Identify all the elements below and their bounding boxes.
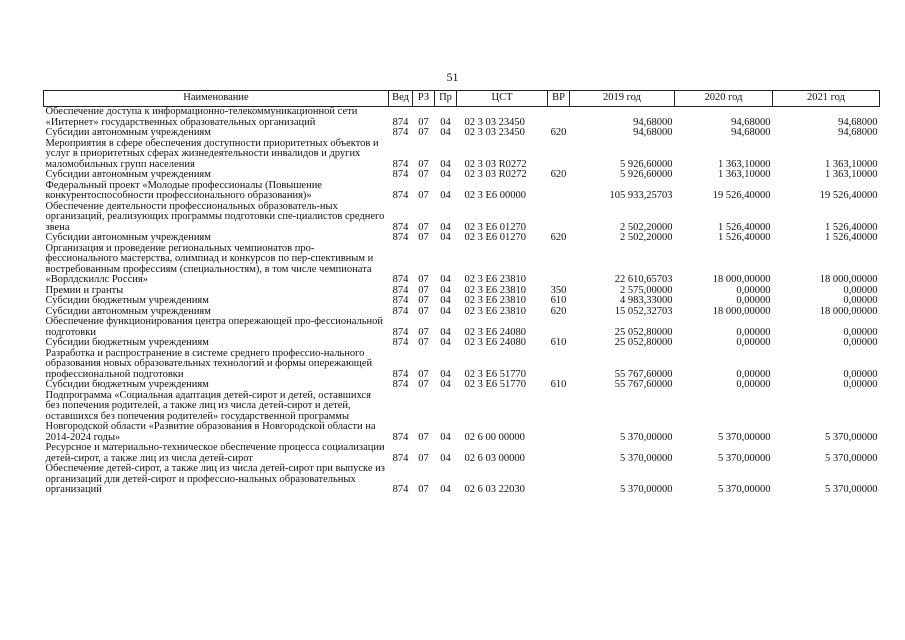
row-2019-amount: 5 370,00000 <box>620 484 673 495</box>
row-cst: 02 3 E6 23810 <box>464 284 527 296</box>
row-name: Организация и проведение региональных чемпионатов про-фессионального мастерства, олимпиад и конкурсов по пер-спективным и востребованным профессиям (специальностям), в том числе чемпионата «Ворлдскиллс Россия» <box>45 242 374 285</box>
row-pr: 04 <box>440 221 451 233</box>
row-name: Обеспечение детей-сирот, а также лиц из числа детей-сирот при выпуске из организаций для детей-сирот и профессио-нальных образовательных организаций <box>45 463 385 495</box>
row-pr: 04 <box>440 305 451 317</box>
row-rz: 07 <box>418 305 429 317</box>
row-rz: 07 <box>418 190 429 201</box>
row-2019-amount: 25 052,80000 <box>614 337 673 348</box>
row-2019-amount: 94,68000 <box>633 127 673 138</box>
row-2021-amount: 0,00000 <box>843 295 878 306</box>
row-2021-amount: 5 370,00000 <box>825 484 878 495</box>
row-ved: 874 <box>392 190 409 201</box>
row-rz: 07 <box>418 452 429 464</box>
row-rz: 07 <box>418 431 429 443</box>
row-rz: 07 <box>418 169 429 180</box>
row-name: Субсидии автономным учреждениям <box>45 127 211 138</box>
row-2019-amount: 5 926,60000 <box>620 158 673 170</box>
row-cst: 02 3 E6 01270 <box>464 232 527 243</box>
header-2021: 2021 год <box>773 91 880 107</box>
table-row <box>44 443 880 464</box>
row-2020-amount: 94,68000 <box>731 127 771 138</box>
header-pr: Пр <box>435 91 457 107</box>
row-2019-amount: 5 370,00000 <box>620 452 673 464</box>
row-ved: 874 <box>392 169 409 180</box>
row-name: Субсидии бюджетным учреждениям <box>45 337 209 348</box>
header-name: Наименование <box>44 91 389 107</box>
row-vr: 610 <box>550 379 567 390</box>
row-2019-amount: 5 926,60000 <box>620 169 673 180</box>
row-pr: 04 <box>440 431 451 443</box>
row-ved: 874 <box>392 284 409 296</box>
row-2021-amount: 1 363,10000 <box>825 169 878 180</box>
row-vr: 620 <box>550 305 567 317</box>
row-2019-amount: 94,68000 <box>633 116 673 128</box>
row-cst: 02 3 03 R0272 <box>464 169 527 180</box>
row-ved: 874 <box>392 379 409 390</box>
row-ved: 874 <box>392 274 409 285</box>
table-row <box>44 107 880 129</box>
table-row <box>44 338 880 349</box>
row-vr <box>548 107 570 129</box>
row-2021-amount: 94,68000 <box>838 127 878 138</box>
row-pr: 04 <box>440 116 451 128</box>
row-ved: 874 <box>392 305 409 317</box>
row-pr: 04 <box>440 158 451 170</box>
row-2021-amount: 1 363,10000 <box>825 158 878 170</box>
row-2020-amount: 18 000,00000 <box>712 274 771 285</box>
row-2021-amount: 1 526,40000 <box>825 232 878 243</box>
row-vr <box>548 139 570 171</box>
row-pr: 04 <box>440 452 451 464</box>
row-2020-amount: 0,00000 <box>736 295 771 306</box>
page-number: 51 <box>446 70 459 84</box>
row-2020-amount: 1 363,10000 <box>718 169 771 180</box>
row-2021-amount: 5 370,00000 <box>825 431 878 443</box>
row-name: Обеспечение функционирования центра опережающей про-фессиональной подготовки <box>45 316 384 338</box>
row-2020-amount: 0,00000 <box>736 326 771 338</box>
row-ved: 874 <box>392 295 409 306</box>
header-2020: 2020 год <box>675 91 773 107</box>
row-ved: 874 <box>392 116 409 128</box>
row-vr <box>548 181 570 202</box>
budget-table <box>43 90 880 496</box>
row-2019-amount: 55 767,60000 <box>614 379 673 390</box>
row-ved: 874 <box>392 368 409 380</box>
row-vr: 610 <box>550 337 567 348</box>
row-vr: 620 <box>550 127 567 138</box>
row-2020-amount: 1 526,40000 <box>718 221 771 233</box>
row-2021-amount: 19 526,40000 <box>819 190 878 201</box>
row-cst: 02 3 E6 24080 <box>464 326 527 338</box>
row-2021-amount: 0,00000 <box>843 379 878 390</box>
table-row <box>44 128 880 139</box>
row-pr: 04 <box>440 326 451 338</box>
row-pr: 04 <box>440 295 451 306</box>
row-rz: 07 <box>418 295 429 306</box>
header-row <box>44 91 880 107</box>
table-row <box>44 317 880 338</box>
table-row <box>44 233 880 244</box>
row-vr <box>548 443 570 464</box>
row-2019-amount: 15 052,32703 <box>614 305 673 317</box>
row-pr: 04 <box>440 232 451 243</box>
row-name: Обеспечение деятельности профессиональных образователь-ных организаций, реализующих программы подготовки спе-циалистов среднего звена <box>45 200 385 233</box>
table-row <box>44 349 880 381</box>
row-name: Ресурсное и материально-техническое обеспечение процесса социализации детей-сирот, а также лиц из числа детей-сирот <box>45 442 385 464</box>
row-2020-amount: 19 526,40000 <box>712 190 771 201</box>
row-ved: 874 <box>392 484 409 495</box>
row-2019-amount: 2 575,00000 <box>620 284 673 296</box>
header-vr: ВР <box>548 91 570 107</box>
row-rz: 07 <box>418 484 429 495</box>
table-row <box>44 202 880 234</box>
row-2020-amount: 5 370,00000 <box>718 452 771 464</box>
row-rz: 07 <box>418 274 429 285</box>
row-vr <box>548 317 570 338</box>
row-cst: 02 3 E6 51770 <box>464 368 527 380</box>
row-2019-amount: 55 767,60000 <box>614 368 673 380</box>
row-ved: 874 <box>392 221 409 233</box>
header-2019: 2019 год <box>570 91 675 107</box>
table-row <box>44 139 880 171</box>
row-2020-amount: 0,00000 <box>736 284 771 296</box>
row-ved: 874 <box>392 431 409 443</box>
row-2020-amount: 1 526,40000 <box>718 232 771 243</box>
row-rz: 07 <box>418 158 429 170</box>
table-row <box>44 244 880 286</box>
row-rz: 07 <box>418 127 429 138</box>
table-row <box>44 170 880 181</box>
row-pr: 04 <box>440 284 451 296</box>
row-ved: 874 <box>392 158 409 170</box>
row-ved: 874 <box>392 326 409 338</box>
row-2021-amount: 0,00000 <box>843 368 878 380</box>
row-ved: 874 <box>392 127 409 138</box>
row-2021-amount: 5 370,00000 <box>825 452 878 464</box>
row-2021-amount: 18 000,00000 <box>819 305 878 317</box>
row-cst: 02 3 E6 24080 <box>464 337 527 348</box>
row-rz: 07 <box>418 232 429 243</box>
row-name: Премии и гранты <box>45 284 124 296</box>
row-cst: 02 3 E6 23810 <box>464 305 527 317</box>
table-row <box>44 464 880 496</box>
row-pr: 04 <box>440 127 451 138</box>
row-cst: 02 3 E6 23810 <box>464 274 527 285</box>
row-2019-amount: 4 983,33000 <box>620 295 673 306</box>
table-row <box>44 181 880 202</box>
row-cst: 02 3 03 23450 <box>464 116 525 128</box>
row-2019-amount: 105 933,25703 <box>609 190 673 201</box>
row-2019-amount: 5 370,00000 <box>620 431 673 443</box>
row-rz: 07 <box>418 337 429 348</box>
row-ved: 874 <box>392 232 409 243</box>
row-pr: 04 <box>440 169 451 180</box>
row-name: Субсидии автономным учреждениям <box>45 169 211 180</box>
row-pr: 04 <box>440 337 451 348</box>
row-cst: 02 6 03 22030 <box>464 484 525 495</box>
row-vr: 620 <box>550 169 567 180</box>
row-pr: 04 <box>440 368 451 380</box>
row-2019-amount: 25 052,80000 <box>614 326 673 338</box>
table-row <box>44 391 880 444</box>
row-pr: 04 <box>440 484 451 495</box>
row-2021-amount: 0,00000 <box>843 337 878 348</box>
row-cst: 02 3 03 R0272 <box>464 158 527 170</box>
row-2020-amount: 0,00000 <box>736 337 771 348</box>
row-pr: 04 <box>440 379 451 390</box>
row-pr: 04 <box>440 190 451 201</box>
row-name: Федеральный проект «Молодые профессионалы (Повышение конкурентоспособности профессионального образования)» <box>45 179 322 201</box>
row-vr <box>548 391 570 444</box>
row-2020-amount: 5 370,00000 <box>718 484 771 495</box>
row-rz: 07 <box>418 326 429 338</box>
row-2019-amount: 2 502,20000 <box>620 232 673 243</box>
row-2021-amount: 18 000,00000 <box>819 274 878 285</box>
row-name: Субсидии бюджетным учреждениям <box>45 379 209 390</box>
row-name: Субсидии автономным учреждениям <box>45 232 211 243</box>
row-ved: 874 <box>392 452 409 464</box>
row-vr <box>548 202 570 234</box>
header-rz: РЗ <box>413 91 435 107</box>
table-row <box>44 296 880 307</box>
row-vr <box>548 464 570 496</box>
row-vr <box>548 349 570 381</box>
row-rz: 07 <box>418 284 429 296</box>
row-2021-amount: 1 526,40000 <box>825 221 878 233</box>
row-rz: 07 <box>418 368 429 380</box>
row-vr: 620 <box>550 232 567 243</box>
row-pr: 04 <box>440 274 451 285</box>
row-rz: 07 <box>418 221 429 233</box>
row-2020-amount: 18 000,00000 <box>712 305 771 317</box>
row-2021-amount: 94,68000 <box>838 116 878 128</box>
row-vr: 350 <box>550 284 567 296</box>
row-2021-amount: 0,00000 <box>843 284 878 296</box>
row-cst: 02 3 E6 23810 <box>464 295 527 306</box>
row-vr <box>548 244 570 286</box>
row-ved: 874 <box>392 337 409 348</box>
row-cst: 02 6 00 00000 <box>464 431 525 443</box>
header-cst: ЦСТ <box>457 91 548 107</box>
row-name: Субсидии автономным учреждениям <box>45 305 211 317</box>
row-name: Разработка и распространение в системе среднего профессио-нального образования новых образовательных технологий и формы опережающей профессиональной подготовки <box>45 347 373 380</box>
row-2020-amount: 5 370,00000 <box>718 431 771 443</box>
row-2021-amount: 0,00000 <box>843 326 878 338</box>
row-2019-amount: 2 502,20000 <box>620 221 673 233</box>
row-cst: 02 3 03 23450 <box>464 127 525 138</box>
table-row <box>44 380 880 391</box>
header-ved: Вед <box>389 91 413 107</box>
row-name: Субсидии бюджетным учреждениям <box>45 295 209 306</box>
table-body <box>44 107 880 496</box>
row-2020-amount: 0,00000 <box>736 368 771 380</box>
row-vr: 610 <box>550 295 567 306</box>
row-cst: 02 3 E6 01270 <box>464 221 527 233</box>
row-2020-amount: 0,00000 <box>736 379 771 390</box>
row-2019-amount: 22 610,65703 <box>614 274 673 285</box>
row-cst: 02 6 03 00000 <box>464 452 525 464</box>
row-cst: 02 3 E6 51770 <box>464 379 527 390</box>
row-name: Подпрограмма «Социальная адаптация детей-сирот и детей, оставшихся без попечения родителей, а также лиц из числа детей-сирот и детей, оставшихся без попечения родителей» государственной программы Новгородской области «Развитие образования в Новгородской области на 2014-2024 годы» <box>45 389 376 443</box>
row-name: Обеспечение доступа к информационно-телекоммуникационной сети «Интернет» государственных образовательных организаций <box>45 106 358 128</box>
table-header <box>44 91 880 107</box>
row-cst: 02 3 E6 00000 <box>464 190 527 201</box>
row-2020-amount: 1 363,10000 <box>718 158 771 170</box>
row-name: Мероприятия в сфере обеспечения доступности приоритетных объектов и услуг в приоритетных сферах жизнедеятельности инвалидов и других маломобильных групп населения <box>45 137 379 170</box>
row-rz: 07 <box>418 379 429 390</box>
row-2020-amount: 94,68000 <box>731 116 771 128</box>
row-rz: 07 <box>418 116 429 128</box>
